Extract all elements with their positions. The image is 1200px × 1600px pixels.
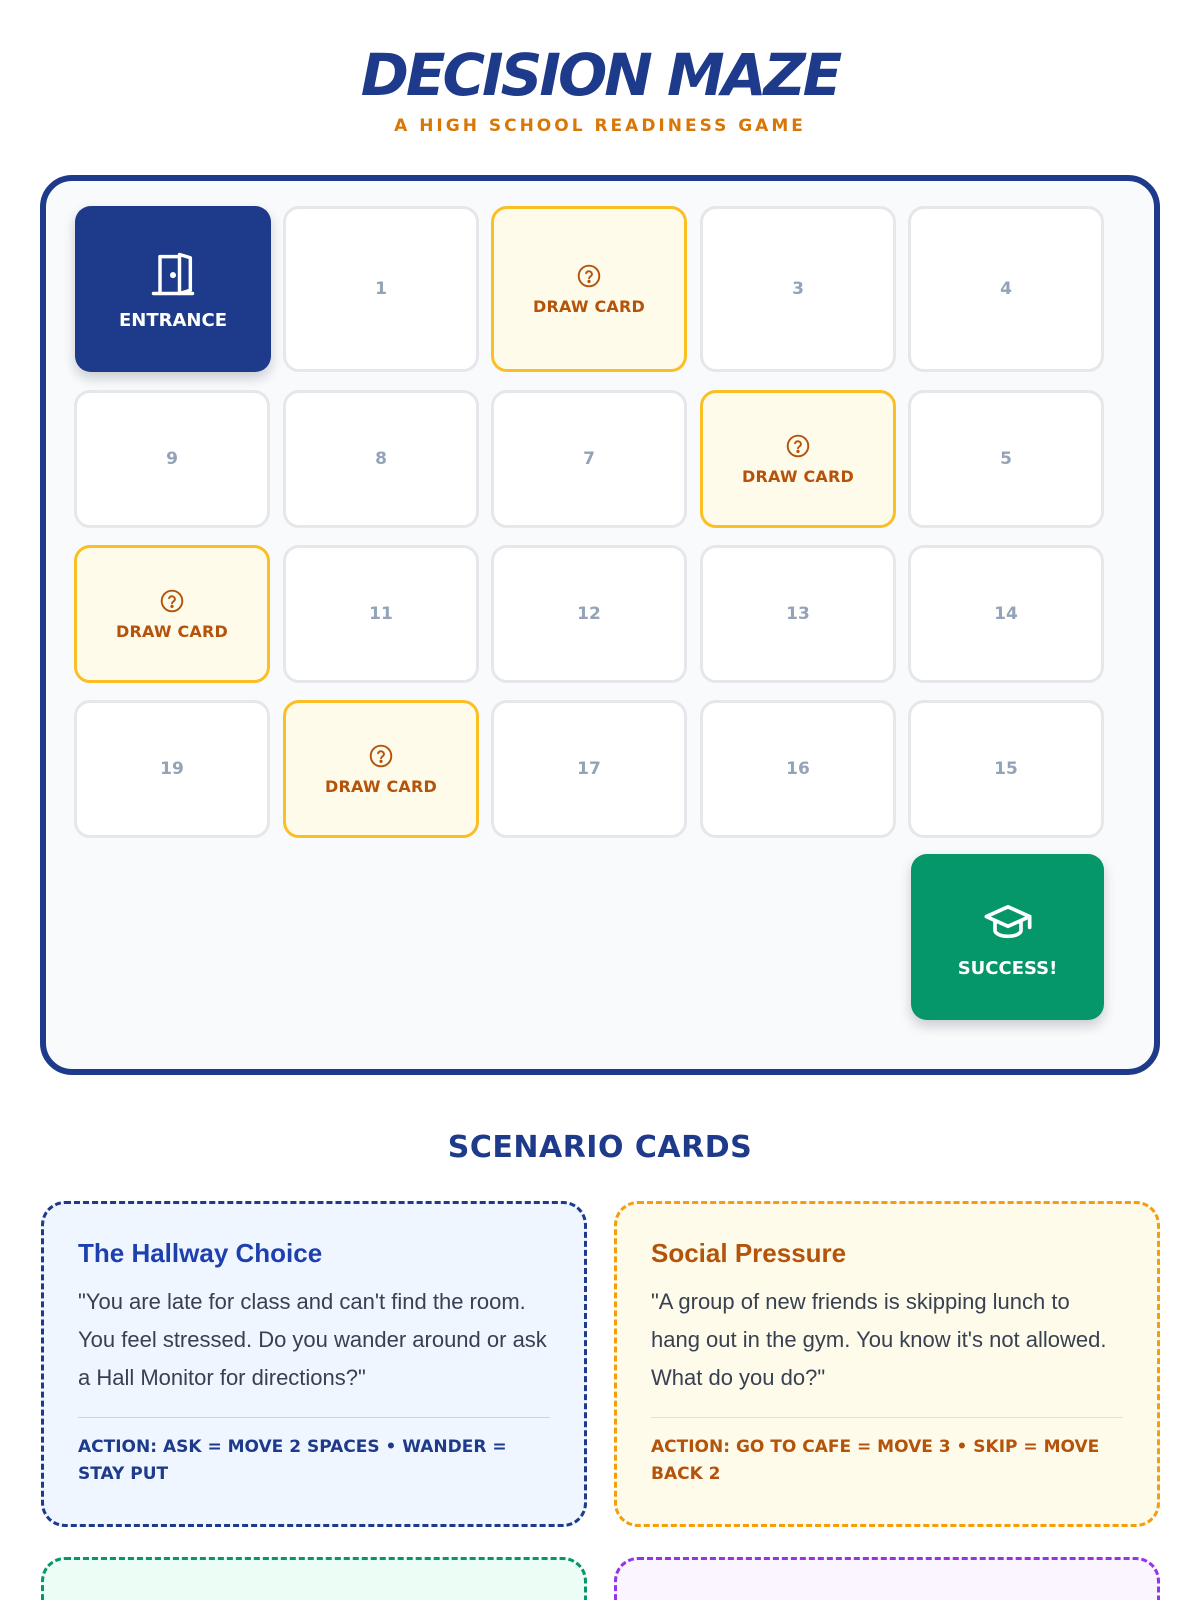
scenario-text: "A group of new friends is skipping lunch to hang out in the gym. You know it's not allowed. What do you do?": [651, 1289, 1107, 1390]
draw-card-label: DRAW CARD: [115, 621, 228, 641]
draw-card-label: DRAW CARD: [741, 466, 854, 486]
board-cell-16[interactable]: 16: [700, 700, 896, 838]
board-cell-11[interactable]: 11: [283, 545, 479, 683]
success-cell[interactable]: [911, 854, 1104, 1020]
scenario-card[interactable]: [614, 1201, 1160, 1527]
scenario-card[interactable]: [41, 1201, 587, 1527]
draw-card-label: DRAW CARD: [324, 776, 437, 796]
header: [0, 40, 1200, 136]
entrance-cell[interactable]: [75, 206, 271, 372]
game-subtitle: A HIGH SCHOOL READINESS GAME: [394, 116, 806, 136]
question-circle-icon: [785, 433, 811, 459]
board-cell-3[interactable]: 3: [700, 206, 896, 372]
scenario-action: ACTION: GO TO CAFE = MOVE 3 • SKIP = MOVE BACK 2: [651, 1437, 1100, 1484]
board-cell-12[interactable]: 12: [491, 545, 687, 683]
scenario-action: ACTION: ASK = MOVE 2 SPACES • WANDER = STAY PUT: [78, 1437, 507, 1484]
scenario-section-title: SCENARIO CARDS: [447, 1130, 753, 1165]
board-cell-1[interactable]: 1: [283, 206, 479, 372]
question-circle-icon: [368, 743, 394, 769]
game-title: DECISION MAZE: [360, 41, 840, 109]
scenario-title: The Hallway Choice: [78, 1238, 323, 1268]
graduation-cap-icon: [982, 896, 1034, 948]
draw-card-label: DRAW CARD: [532, 296, 645, 316]
board-cell-13[interactable]: 13: [700, 545, 896, 683]
draw-card-cell[interactable]: [700, 390, 896, 528]
scenario-title: Social Pressure: [651, 1238, 847, 1268]
board-cell-14[interactable]: 14: [908, 545, 1104, 683]
board-cell-19[interactable]: 19: [74, 700, 270, 838]
draw-card-cell[interactable]: [283, 700, 479, 838]
draw-card-cell[interactable]: [74, 545, 270, 683]
scenario-card-partial[interactable]: [614, 1557, 1160, 1600]
scenario-text: "You are late for class and can't find the room. You feel stressed. Do you wander around or ask a Hall Monitor for directions?": [78, 1289, 547, 1390]
divider: [78, 1417, 550, 1418]
divider: [651, 1417, 1123, 1418]
board-cell-9[interactable]: 9: [74, 390, 270, 528]
question-circle-icon: [159, 588, 185, 614]
board-cell-5[interactable]: 5: [908, 390, 1104, 528]
door-icon: [147, 248, 199, 300]
scenario-card-partial[interactable]: [41, 1557, 587, 1600]
board-cell-8[interactable]: 8: [283, 390, 479, 528]
question-circle-icon: [576, 263, 602, 289]
success-label: SUCCESS!: [957, 957, 1058, 979]
board-cell-7[interactable]: 7: [491, 390, 687, 528]
entrance-label: ENTRANCE: [119, 309, 227, 331]
board-cell-17[interactable]: 17: [491, 700, 687, 838]
board-cell-15[interactable]: 15: [908, 700, 1104, 838]
game-board: [40, 175, 1160, 1075]
board-cell-4[interactable]: 4: [908, 206, 1104, 372]
draw-card-cell[interactable]: [491, 206, 687, 372]
